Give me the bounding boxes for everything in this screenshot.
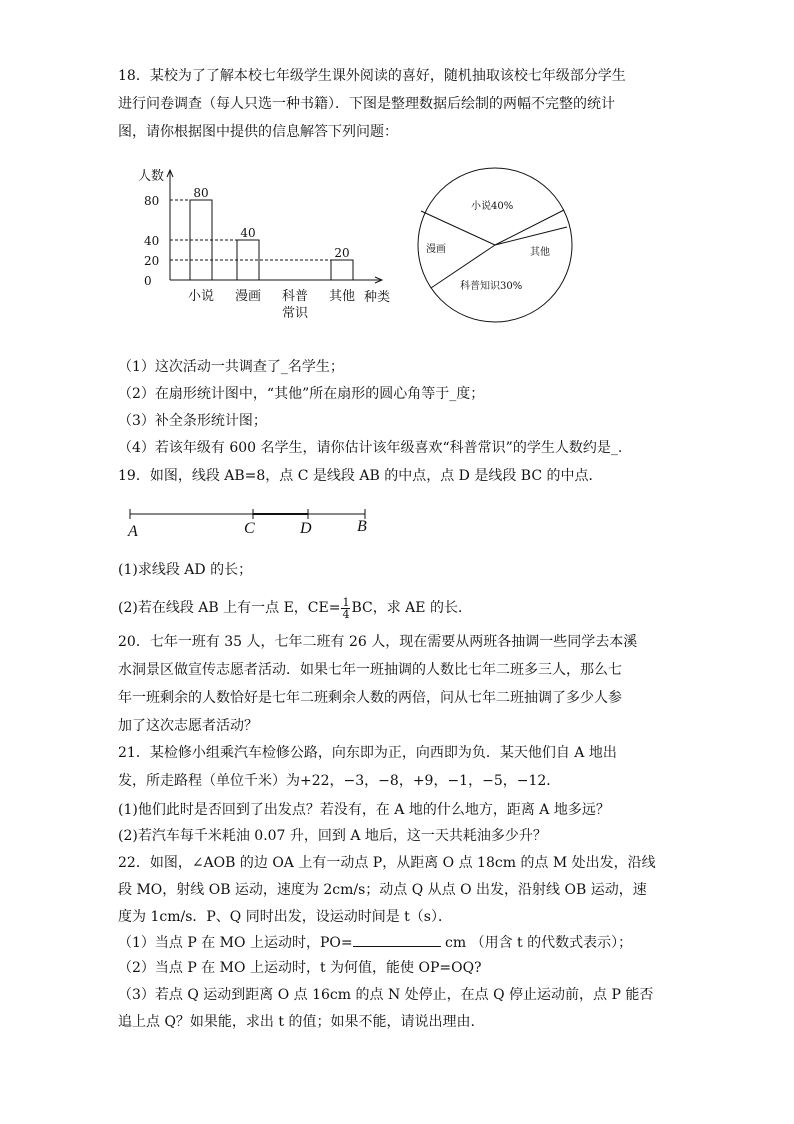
q19-sub1: (1)求线段 AD 的长； (118, 562, 253, 578)
y-tick-label: 40 (144, 234, 160, 248)
bar-data-label: 80 (193, 186, 209, 200)
q22-sub3-line2: 追上点 Q？如果能，求出 t 的值；如果不能，请说出理由. (118, 1014, 475, 1030)
q22-sub1 (118, 932, 632, 953)
y-tick-label: 20 (144, 254, 160, 268)
q20-line4: 加了这次志愿者活动？ (118, 718, 258, 734)
pie-label-science: 科普知识30% (460, 281, 523, 292)
pie-label-novel: 小说40% (471, 201, 514, 212)
q20-line1: 20．七年一班有 35 人，七年二班有 26 人，现在需要从两班各抽调一些同学去本溪 (118, 634, 638, 650)
q19-sub2-post: BC，求 AE 的长． (351, 600, 472, 616)
q22-line2: 段 MO，射线 OB 运动，速度为 2cm/s；动点 Q 从点 O 出发，沿射线 OB 运动，速 (118, 882, 647, 898)
q21-sub2: (2)若汽车每千米耗油 0.07 升，回到 A 地后，这一天共耗油多少升？ (118, 828, 547, 844)
y-tick-label: 80 (144, 194, 160, 208)
category-label: 漫画 (234, 289, 262, 304)
q18-sub2: （2）在扇形统计图中，“其他”所在扇形的圆心角等于_度； (118, 386, 485, 402)
q19-sub2-pre: (2)若在线段 AB 上有一点 E，CE= (118, 600, 341, 616)
bar (331, 260, 353, 280)
point-c-label: C (244, 520, 255, 537)
fraction-one-quarter (341, 597, 350, 620)
pie-label-comic: 漫画 (426, 244, 446, 255)
point-d-label: D (300, 520, 312, 537)
fraction-numerator: 1 (342, 595, 350, 609)
category-label: 常识 (281, 306, 309, 321)
bar-data-label: 40 (240, 226, 256, 240)
q18-stem-line1: 18．某校为了了解本校七年级学生课外阅读的喜好，随机抽取该校七年级部分学生 (118, 68, 626, 84)
q20-line2: 水洞景区做宣传志愿者活动．如果七年一班抽调的人数比七年二班多三人，那么七 (118, 662, 622, 678)
category-label: 其他 (328, 289, 356, 304)
q21-line1: 21．某检修小组乘汽车检修公路，向东即为正，向西即为负．某天他们自 A 地出 (118, 745, 617, 761)
category-label: 科普 (281, 289, 309, 304)
q18-sub4: （4）若该年级有 600 名学生，请你估计该年级喜欢“科普常识”的学生人数约是_. (118, 440, 623, 456)
answer-blank (353, 932, 441, 947)
q19-sub2 (118, 596, 472, 620)
q18-stem-line2: 进行问卷调查（每人只选一种书籍）．下图是整理数据后绘制的两幅不完整的统计 (118, 96, 615, 112)
y-tick-label: 0 (144, 274, 152, 288)
q22-sub3-line1: （3）若点 Q 运动到距离 O 点 16cm 的点 N 处停止，在点 Q 停止运动前，点 P 能否 (118, 987, 654, 1003)
q18-stem-line3: 图，请你根据图中提供的信息解答下列问题： (118, 124, 398, 140)
point-a-label: A (128, 523, 138, 540)
q18-sub1: （1）这次活动一共调查了_名学生； (118, 359, 344, 375)
q22-sub2: （2）当点 P 在 MO 上运动时，t 为何值，能使 OP=OQ? (118, 960, 482, 976)
q22-sub1-post: cm （用含 t 的代数式表示）； (440, 935, 633, 951)
bar-chart-ylabel: 人数 (138, 169, 165, 184)
q22-sub1-pre: （1）当点 P 在 MO 上运动时，PO= (118, 935, 353, 951)
fraction-denominator: 4 (342, 607, 350, 621)
q20-line3: 年一班剩余的人数恰好是七年二班剩余人数的两倍，问从七年二班抽调了多少人参 (118, 690, 622, 706)
segment-diagram (120, 500, 380, 540)
q22-line3: 度为 1cm/s．P、Q 同时出发，设运动时间是 t（s）． (118, 909, 452, 925)
bar-chart-xlabel: 种类 (364, 290, 391, 305)
q18-sub3: （3）补全条形统计图； (118, 413, 267, 429)
q21-sub1: (1)他们此时是否回到了出发点？若没有，在 A 地的什么地方，距离 A 地多远？ (118, 802, 610, 818)
bar-data-label: 20 (334, 246, 350, 260)
q21-line2: 发，所走路程（单位千米）为+22，−3，−8，+9，−1，−5，−12． (118, 773, 561, 789)
q22-line1: 22．如图，∠AOB 的边 OA 上有一动点 P，从距离 O 点 18cm 的点 M 处出发，沿线 (118, 855, 656, 871)
point-b-label: B (357, 518, 367, 535)
pie-chart (415, 165, 575, 325)
category-label: 小说 (187, 289, 215, 304)
pie-label-other: 其他 (530, 247, 550, 258)
bar-chart (120, 158, 400, 328)
q19-stem: 19．如图，线段 AB=8，点 C 是线段 AB 的中点，点 D 是线段 BC 的中点． (118, 468, 603, 484)
